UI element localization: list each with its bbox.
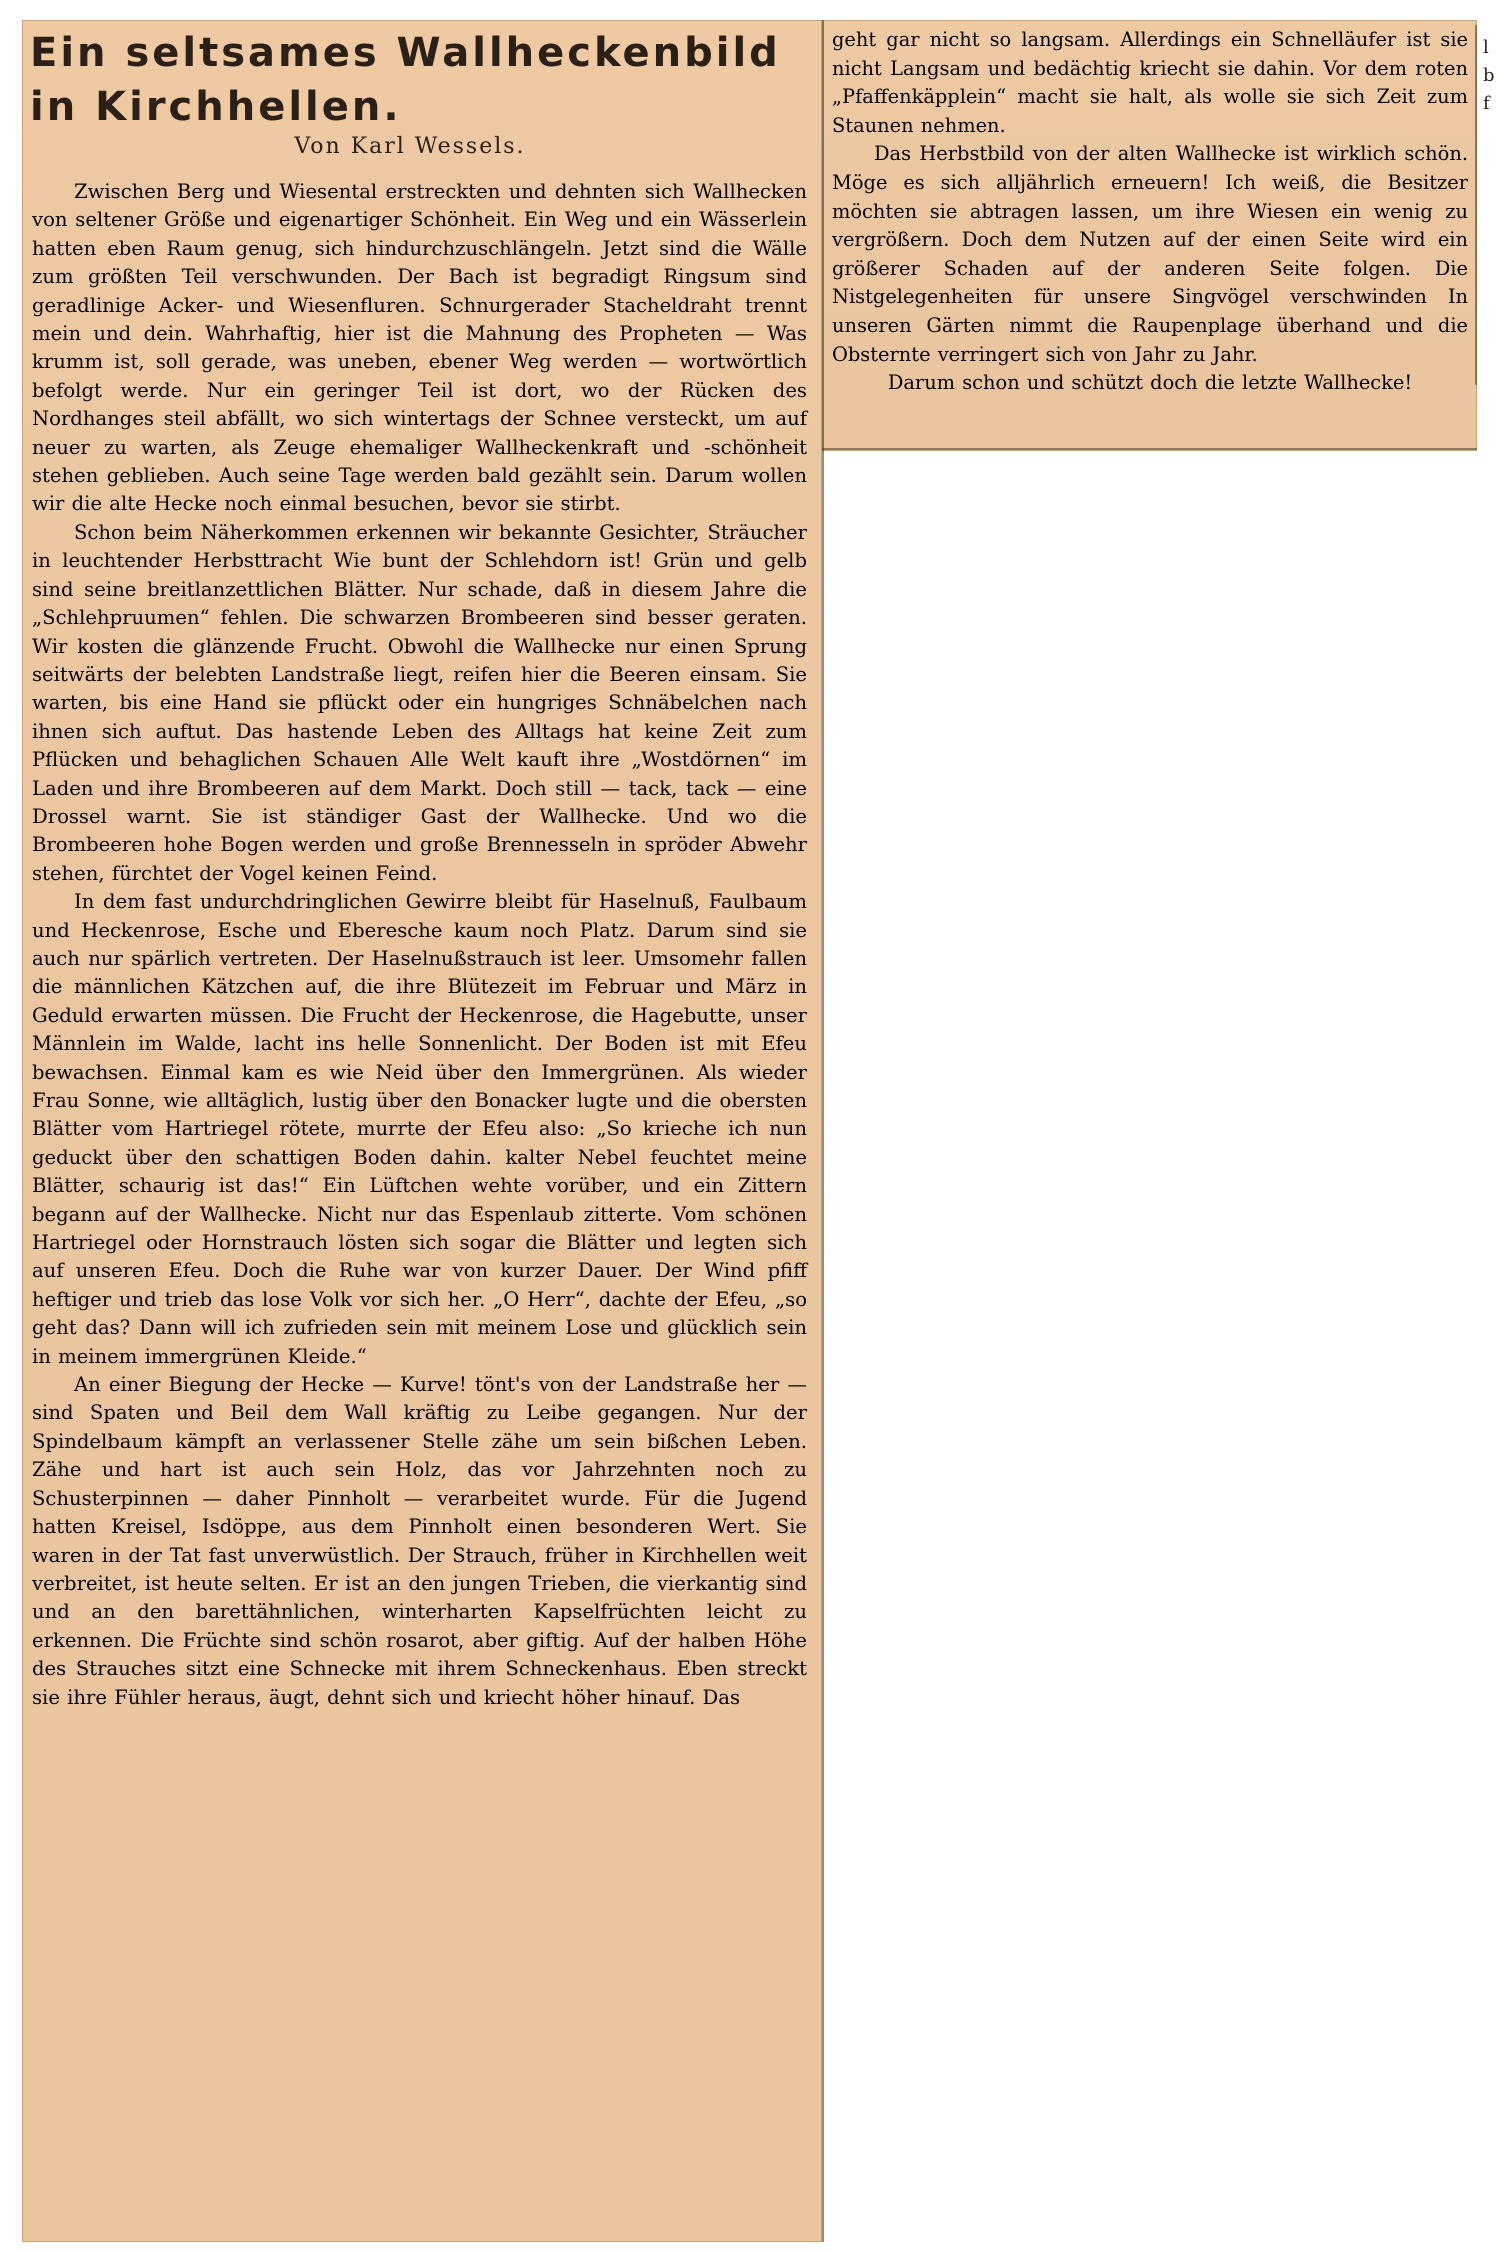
paragraph-3: In dem fast undurchdringlichen Gewirre bleibt für Haselnuß, Faulbaum und Heckenrose, Esche und Eberesche kaum noch Platz. Darum sind sie auch nur spärlich vertreten. Der Haselnußstrauch ist leer. Umsomehr fallen die männlichen Kätzchen auf, die ihre Blütezeit im Februar und März in Geduld erwarten müssen. Die Frucht der Heckenrose, die Hagebutte, unser Männlein im Walde, lacht ins helle Sonnenlicht. Der Boden ist mit Efeu bewachsen. Einmal kam es wie Neid über den Immergrünen. Als wieder Frau Sonne, wie alltäglich, lustig über den Bonacker lugte und die obersten Blätter vom Hartriegel rötete, murrte der Efeu also: „So krieche ich nun geduckt über den schattigen Boden dahin. kalter Nebel feuchtet meine Blätter, schaurig ist das!“ Ein Lüftchen wehte vorüber, und ein Zittern begann auf der Wallhecke. Nicht nur das Espenlaub zitterte. Vom schönen Hartriegel oder Hornstrauch lösten sich sogar die Blätter und legten sich auf unseren Efeu. Doch die Ruhe war von kurzer Dauer. Der Wind pfiff heftiger und trieb das lose Volk vor sich her. „O Herr“, dachte der Efeu, „so geht das? Dann will ich zufrieden sein mit meinem Lose und glücklich sein in meinem immergrünen Kleide.“	[32, 890, 807, 1368]
right-column-bottom-rule	[822, 448, 1477, 450]
paragraph-6: Das Herbstbild von der alten Wallhecke ist wirklich schön. Möge es sich alljährlich erneuern! Ich weiß, die Besitzer möchten sie abtragen lassen, um ihre Wiesen ein wenig zu vergrößern. Doch dem Nutzen auf der einen Seite wird ein größerer Schaden auf der anderen Seite folgen. Die Nistgelegenheiten für unsere Singvögel verschwinden In unseren Gärten nimmt die Raupenplage überhand und die Obsternte verringert sich von Jahr zu Jahr.	[832, 142, 1468, 366]
right-column-rule	[1475, 25, 1477, 385]
article-body-left	[32, 178, 807, 1712]
neighbor-column-letter: f	[1483, 93, 1490, 114]
article-byline: Von Karl Wessels.	[294, 134, 526, 159]
article-headline	[30, 26, 790, 134]
column-divider	[822, 20, 824, 2242]
paragraph-2: Schon beim Näherkommen erkennen wir bekannte Gesichter, Sträucher in leuchtender Herbsttracht Wie bunt der Schlehdorn ist! Grün und gelb sind seine breitlanzettlichen Blätter. Nur schade, daß in diesem Jahre die „Schlehpruumen“ fehlen. Die schwarzen Brombeeren sind besser geraten. Wir kosten die glänzende Frucht. Obwohl die Wallhecke nur einen Sprung seitwärts der belebten Landstraße liegt, reifen hier die Beeren einsam. Sie warten, bis eine Hand sie pflückt oder ein hungriges Schnäbelchen nach ihnen sich auftut. Das hastende Leben des Alltags hat keine Zeit zum Pflücken und behaglichen Schauen Alle Welt kauft ihre „Wostdörnen“ im Laden und ihre Brombeeren auf dem Markt. Doch still — tack, tack — eine Drossel warnt. Sie ist ständiger Gast der Wallhecke. Und wo die Brombeeren hohe Bogen werden und große Brennesseln in spröder Abwehr stehen, fürchtet der Vogel keinen Feind.	[32, 520, 807, 885]
paragraph-5: geht gar nicht so langsam. Allerdings ein Schnelläufer ist sie nicht Langsam und bedächtig kriecht sie dahin. Vor dem roten „Pfaffenkäpplein“ macht sie halt, als wolle sie sich Zeit zum Staunen nehmen.	[832, 28, 1468, 137]
headline-line-1: Ein seltsames Wallheckenbild	[30, 30, 781, 76]
neighbor-column-letter: b	[1483, 65, 1495, 86]
paragraph-4: An einer Biegung der Hecke — Kurve! tönt's von der Landstraße her — sind Spaten und Beil dem Wall kräftig zu Leibe gegangen. Nur der Spindelbaum kämpft an verlassener Stelle zähe um sein bißchen Leben. Zähe und hart ist auch sein Holz, das vor Jahrzehnten noch zu Schusterpinnen — daher Pinnholt — verarbeitet wurde. Für die Jugend hatten Kreisel, Isdöppe, aus dem Pinnholt einen besonderen Wert. Sie waren in der Tat fast unverwüstlich. Der Strauch, früher in Kirchhellen weit verbreitet, ist heute selten. Er ist an den jungen Trieben, die vierkantig sind und an den barettähnlichen, winterharten Kapselfrüchten leicht zu erkennen. Die Früchte sind schön rosarot, aber giftig. Auf der halben Höhe des Strauches sitzt eine Schnecke mit ihrem Schneckenhaus. Eben streckt sie ihre Fühler heraus, äugt, dehnt sich und kriecht höher hinauf. Das	[32, 1373, 807, 1709]
headline-line-2: in Kirchhellen.	[30, 84, 402, 130]
closing-line: Darum schon und schützt doch die letzte Wallhecke!	[887, 371, 1413, 395]
neighbor-column-letter: l	[1483, 37, 1489, 58]
paragraph-1: Zwischen Berg und Wiesental erstreckten und dehnten sich Wallhecken von seltener Größe und eigenartiger Schönheit. Ein Weg und ein Wässerlein hatten eben Raum genug, sich hindurchzuschlängeln. Jetzt sind die Wälle zum größten Teil verschwunden. Der Bach ist begradigt Ringsum sind geradlinige Acker- und Wiesenfluren. Schnurgerader Stacheldraht trennt mein und dein. Wahrhaftig, hier ist die Mahnung des Propheten — Was krumm ist, soll gerade, was uneben, ebener Weg werden — wortwörtlich befolgt werde. Nur ein geringer Teil ist dort, wo der Rücken des Nordhanges steil abfällt, wo sich wintertags der Schnee versteckt, um auf neuer zu warten, als Zeuge ehemaliger Wallheckenkraft und -schönheit stehen geblieben. Auch seine Tage werden bald gezählt sein. Darum wollen wir die alte Hecke noch einmal besuchen, bevor sie stirbt.	[32, 180, 807, 516]
article-body-right	[832, 26, 1468, 398]
